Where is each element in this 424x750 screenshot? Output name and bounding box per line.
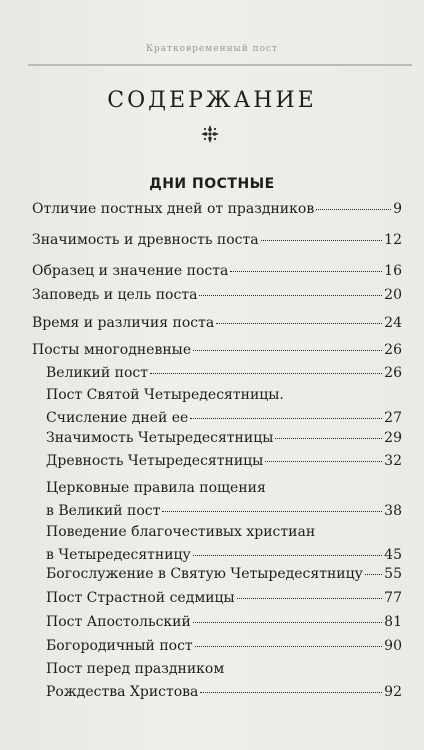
dot-leader (193, 622, 382, 623)
toc-entry-page: 26 (384, 342, 402, 358)
dot-leader (230, 271, 382, 272)
toc-entry-page: 55 (384, 566, 402, 582)
dot-leader (193, 350, 382, 351)
toc-entry[interactable] (32, 198, 402, 221)
toc-entry-title: Отличие постных дней от праздников (32, 201, 315, 217)
dot-leader (150, 373, 382, 374)
toc-entry-title: Образец и значение поста (32, 263, 229, 279)
section-heading: ДНИ ПОСТНЫЕ (149, 176, 275, 192)
dot-leader (190, 418, 382, 419)
dot-leader (199, 295, 382, 296)
toc-entry-page: 16 (384, 263, 402, 279)
toc-entry-title: Время и различия поста (32, 315, 215, 331)
toc-entry-title-line1: Пост Святой Четыредесятницы. (46, 387, 284, 403)
toc-entry[interactable] (46, 362, 402, 385)
toc-entry-title: Счисление дней ее (46, 410, 189, 426)
toc-entry-title: Посты многодневные (32, 342, 192, 358)
toc-entry[interactable] (46, 521, 402, 567)
dot-leader (193, 555, 382, 556)
toc-entry-title-line1: Церковные правила пощения (46, 480, 266, 496)
dot-leader (195, 646, 382, 647)
fleuron-icon (200, 124, 220, 144)
toc-entry[interactable] (46, 587, 402, 610)
dot-leader (237, 598, 382, 599)
toc-entry-page: 45 (384, 547, 402, 563)
toc-entry-title: в Великий пост (46, 503, 161, 519)
toc-entry-page: 92 (384, 684, 402, 700)
toc-entry-title: Великий пост (46, 365, 149, 381)
toc-entry-title-line1: Пост перед праздником (46, 661, 225, 677)
toc-entry-title: Значимость и древность поста (32, 232, 259, 248)
toc-entry-page: 32 (384, 453, 402, 469)
dot-leader (265, 461, 382, 462)
dot-leader (200, 692, 382, 693)
toc-entry[interactable] (46, 427, 402, 450)
dot-leader (261, 240, 383, 241)
toc-entry-title: Рождества Христова (46, 684, 199, 700)
toc-entry[interactable] (32, 339, 402, 362)
toc-entry-title: Богослужение в Святую Четыредесятницу (46, 566, 363, 582)
toc-entry[interactable] (32, 260, 402, 283)
toc-entry-page: 24 (384, 315, 402, 331)
toc-entry-page: 38 (384, 503, 402, 519)
toc-entry-title: Значимость Четыредесятницы (46, 430, 274, 446)
toc-entry-page: 27 (384, 410, 402, 426)
toc-entry-page: 81 (384, 614, 402, 630)
toc-entry[interactable] (46, 658, 402, 704)
toc-entry-page: 90 (384, 638, 402, 654)
dot-leader (365, 574, 382, 575)
toc-entry[interactable] (32, 284, 402, 307)
toc-entry[interactable] (46, 635, 402, 658)
running-head: Кратковременный пост (145, 44, 279, 54)
toc-entry-title: в Четыредесятницу (46, 547, 191, 563)
toc-entry[interactable] (46, 477, 402, 523)
toc-entry[interactable] (46, 450, 402, 473)
toc-entry[interactable] (46, 384, 402, 430)
toc-entry-page: 12 (384, 232, 402, 248)
dot-leader (316, 209, 391, 210)
toc-entry[interactable] (32, 312, 402, 335)
toc-entry-page: 20 (384, 287, 402, 303)
header-rule (28, 64, 412, 66)
toc-entry-title-line1: Поведение благочестивых христиан (46, 524, 316, 540)
dot-leader (162, 511, 382, 512)
toc-entry[interactable] (32, 229, 402, 252)
dot-leader (216, 323, 382, 324)
toc-entry-title: Пост Страстной седмицы (46, 590, 235, 606)
toc-entry-page: 26 (384, 365, 402, 381)
contents-title: СОДЕРЖАНИЕ (107, 88, 317, 113)
toc-entry[interactable] (46, 563, 402, 586)
dot-leader (275, 438, 382, 439)
toc-entry-title: Пост Апостольский (46, 614, 191, 630)
toc-entry-page: 29 (384, 430, 402, 446)
toc-entry-page: 77 (384, 590, 402, 606)
toc-entry-title: Заповедь и цель поста (32, 287, 198, 303)
toc-entry-page: 9 (393, 201, 402, 217)
toc-entry-title: Древность Четыредесятницы (46, 453, 264, 469)
toc-entry[interactable] (46, 611, 402, 634)
toc-entry-title: Богородичный пост (46, 638, 193, 654)
